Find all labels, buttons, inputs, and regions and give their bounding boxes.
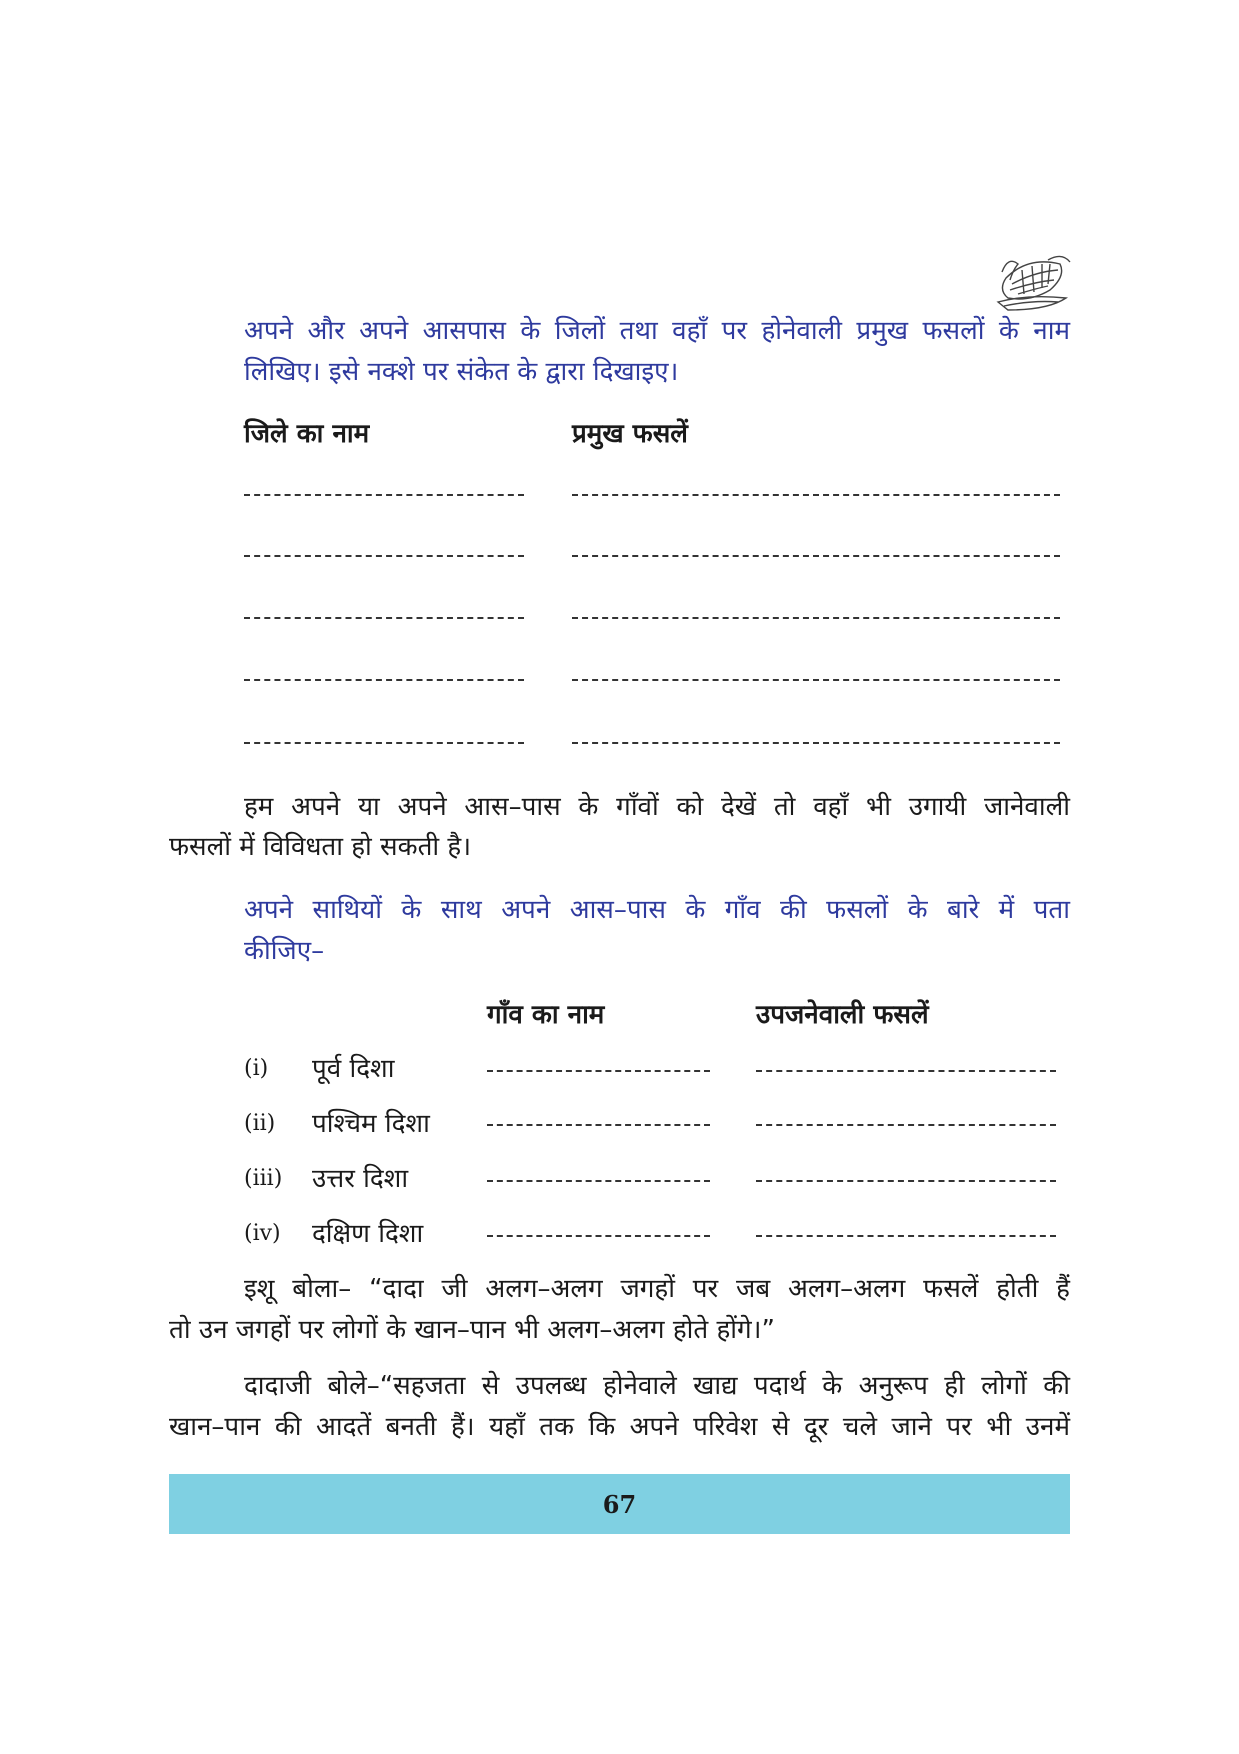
crop-blank[interactable] — [572, 617, 1060, 619]
activity1-line2: लिखिए। इसे नक्शे पर संकेत के द्वारा दिखाइए। — [244, 357, 679, 387]
village-blank[interactable] — [487, 1124, 710, 1126]
row-number: (ii) — [244, 1111, 276, 1136]
crop-blank[interactable] — [756, 1070, 1056, 1072]
crop-blank[interactable] — [756, 1235, 1056, 1237]
page-number: 67 — [602, 1489, 637, 1519]
district-blank[interactable] — [244, 555, 524, 557]
village-blank[interactable] — [487, 1235, 710, 1237]
activity1-line1: अपने और अपने आसपास के जिलों तथा वहाँ पर होनेवाली प्रमुख फसलों के नाम — [244, 316, 1070, 346]
row-number: (iii) — [244, 1166, 283, 1191]
district-blank[interactable] — [244, 679, 524, 681]
village-blank[interactable] — [487, 1070, 710, 1072]
crop-blank[interactable] — [756, 1124, 1056, 1126]
direction-label: दक्षिण दिशा — [312, 1219, 424, 1249]
activity2-line2: कीजिए– — [244, 936, 325, 966]
para1-line2: फसलों में विविधता हो सकती है। — [169, 832, 472, 862]
para1-line1: हम अपने या अपने आस–पास के गाँवों को देखें तो वहाँ भी उगायी जानेवाली — [244, 792, 1070, 822]
direction-label: पूर्व दिशा — [312, 1054, 395, 1084]
district-blank[interactable] — [244, 742, 524, 744]
crop-blank[interactable] — [572, 742, 1060, 744]
district-name-header: जिले का नाम — [244, 419, 370, 449]
corn-cob-icon — [988, 250, 1073, 316]
village-blank[interactable] — [487, 1180, 710, 1182]
row-number: (iv) — [244, 1221, 281, 1246]
direction-label: पश्चिम दिशा — [312, 1109, 430, 1139]
district-blank[interactable] — [244, 494, 524, 496]
para3-line1: दादाजी बोले–“सहजता से उपलब्ध होनेवाले खाद्य पदार्थ के अनुरूप ही लोगों की — [244, 1371, 1070, 1401]
para2-line1: इशू बोला– “दादा जी अलग–अलग जगहों पर जब अलग–अलग फसलें होती हैं — [244, 1274, 1070, 1304]
row-number: (i) — [244, 1056, 269, 1081]
direction-label: उत्तर दिशा — [312, 1164, 409, 1194]
grown-crops-header: उपजनेवाली फसलें — [756, 1000, 929, 1030]
para2-line2: तो उन जगहों पर लोगों के खान–पान भी अलग–अलग होते होंगे।” — [169, 1315, 775, 1345]
para3-line2: खान–पान की आदतें बनती हैं। यहाँ तक कि अपने परिवेश से दूर चले जाने पर भी उनमें — [169, 1412, 1070, 1442]
main-crops-header: प्रमुख फसलें — [572, 419, 688, 449]
crop-blank[interactable] — [756, 1180, 1056, 1182]
village-name-header: गाँव का नाम — [487, 1000, 605, 1030]
district-blank[interactable] — [244, 617, 524, 619]
crop-blank[interactable] — [572, 555, 1060, 557]
footer-band — [169, 1474, 1070, 1534]
activity2-line1: अपने साथियों के साथ अपने आस–पास के गाँव की फसलों के बारे में पता — [244, 895, 1070, 925]
crop-blank[interactable] — [572, 679, 1060, 681]
crop-blank[interactable] — [572, 494, 1060, 496]
